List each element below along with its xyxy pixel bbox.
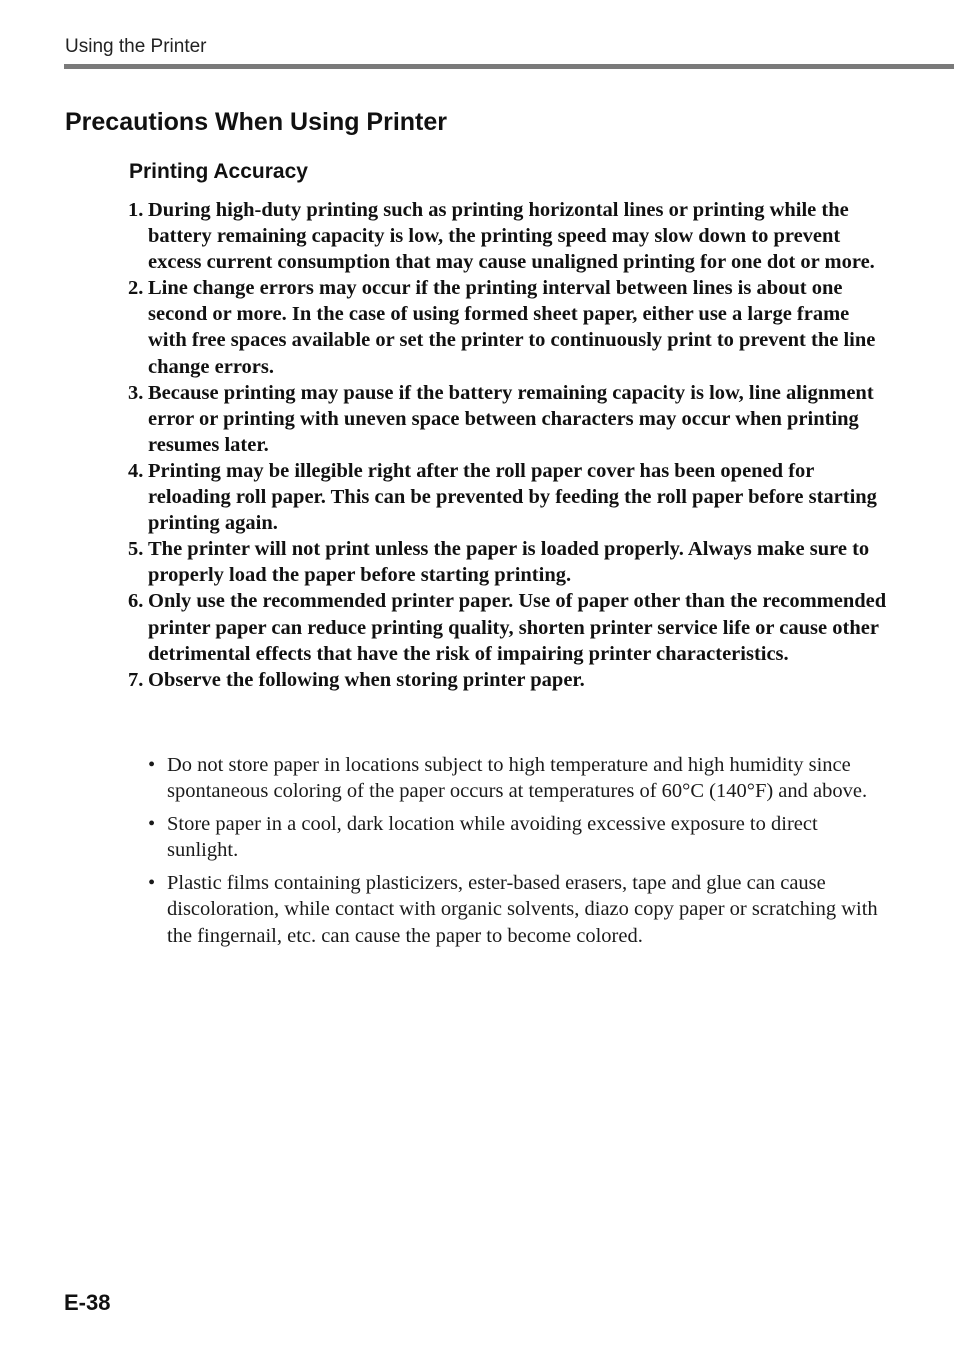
bullet-item bbox=[148, 752, 893, 804]
bullet-item bbox=[148, 811, 893, 863]
item-number: 1. bbox=[128, 199, 144, 221]
item-text: Only use the recommended printer paper. Use of paper other than the recommended printer paper can reduce printing quality, shorten printer service life or cause other detrimental effects that have the risk of impairing printer characteristics. bbox=[148, 590, 887, 665]
item-text: Because printing may pause if the battery remaining capacity is low, line alignment error or printing with uneven space between characters may occur when printing resumes later. bbox=[148, 381, 874, 456]
precaution-item-4 bbox=[128, 458, 890, 536]
bullet-icon: • bbox=[148, 872, 156, 895]
precaution-item-3 bbox=[128, 380, 890, 458]
header-rule bbox=[64, 64, 954, 69]
item-text: Printing may be illegible right after the roll paper cover has been opened for reloading roll paper. This can be prevented by feeding the roll paper before starting printing again. bbox=[148, 459, 877, 535]
item-number: 5. bbox=[128, 538, 144, 561]
precaution-item-5 bbox=[128, 536, 890, 588]
precaution-item-7 bbox=[128, 667, 890, 693]
item-text: During high-duty printing such as printing horizontal lines or printing while the battery remaining capacity is low, the printing speed may slow down to prevent excess current consumption that may cause unaligned printing for one dot or more. bbox=[148, 199, 875, 274]
section-title: Precautions When Using Printer bbox=[65, 108, 448, 136]
subsection-title: Printing Accuracy bbox=[129, 160, 308, 183]
bullet-text: Store paper in a cool, dark location while avoiding excessive exposure to direct sunlight. bbox=[167, 813, 818, 862]
bullet-icon: • bbox=[148, 754, 156, 776]
precaution-item-1 bbox=[128, 197, 890, 275]
bullet-icon: • bbox=[148, 813, 156, 836]
bullet-text: Plastic films containing plasticizers, ester-based erasers, tape and glue can cause discoloration, while contact with organic solvents, diazo copy paper or scratching with the fingernail, etc. can cause the paper to become colored. bbox=[167, 872, 878, 947]
item-number: 2. bbox=[128, 277, 144, 300]
precaution-item-2 bbox=[128, 275, 890, 379]
numbered-precautions-list bbox=[128, 197, 890, 693]
item-number: 3. bbox=[128, 381, 144, 404]
running-header: Using the Printer bbox=[65, 36, 207, 57]
page-number: E-38 bbox=[64, 1290, 111, 1315]
item-text: Observe the following when storing printer paper. bbox=[148, 668, 585, 691]
item-text: Line change errors may occur if the printing interval between lines is about one second or more. In the case of using formed sheet paper, either use a large frame with free spaces available or set the printer to continuously print to prevent the line change errors. bbox=[148, 277, 876, 378]
item-number: 7. bbox=[128, 668, 144, 691]
bullet-item bbox=[148, 870, 893, 948]
paper-storage-bullet-list bbox=[148, 752, 893, 956]
item-number: 6. bbox=[128, 590, 144, 613]
item-number: 4. bbox=[128, 459, 144, 482]
precaution-item-6 bbox=[128, 588, 890, 666]
item-text: The printer will not print unless the paper is loaded properly. Always make sure to properly load the paper before starting printing. bbox=[148, 538, 870, 587]
bullet-text: Do not store paper in locations subject to high temperature and high humidity since spontaneous coloring of the paper occurs at temperatures of 60°C (140°F) and above. bbox=[167, 754, 868, 803]
